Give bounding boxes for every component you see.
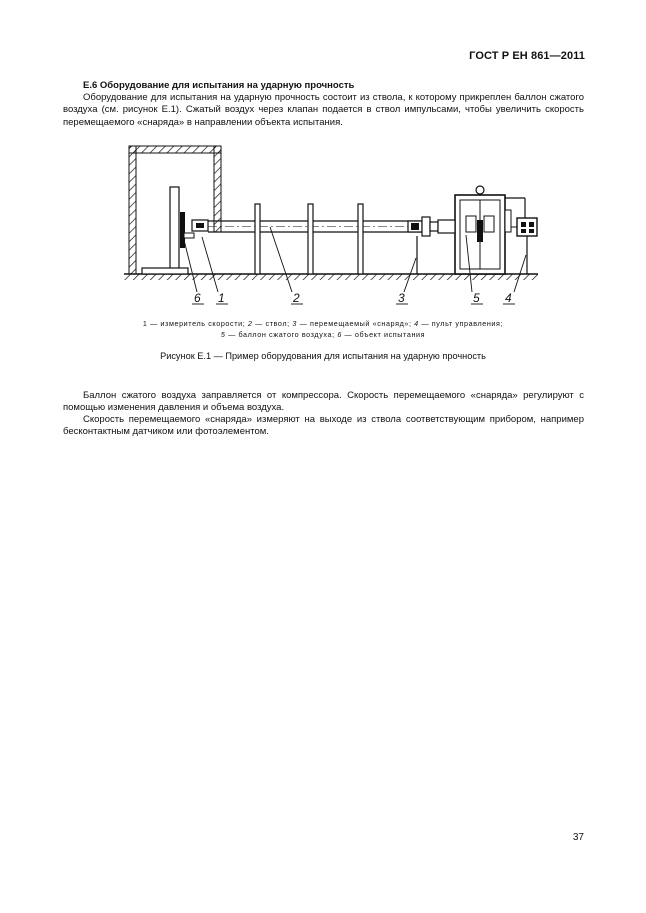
legend-text: — баллон сжатого воздуха;	[225, 330, 338, 339]
legend-number: 6	[337, 330, 342, 339]
legend-text: — объект испытания	[341, 330, 426, 339]
paragraph-compressor	[63, 390, 584, 415]
ground	[124, 274, 538, 280]
page-number: 37	[572, 832, 584, 843]
impact-test-diagram	[120, 140, 540, 312]
callout-1: 1	[218, 291, 225, 305]
air-cylinder	[438, 186, 511, 274]
callout-labels	[192, 291, 515, 305]
callout-4: 4	[505, 291, 512, 305]
control-panel	[505, 198, 537, 274]
callout-3: 3	[398, 291, 405, 305]
legend-number: 3	[292, 319, 297, 328]
paragraph-text: Скорость перемещаемого «снаряда» измеряют на выходе из ствола соответствующим прибором, например бесконтактным датчиком или фотоэлементом.	[63, 414, 584, 438]
legend-text: — пульт управления;	[418, 319, 504, 328]
figure-legend	[60, 318, 586, 340]
callout-6: 6	[194, 291, 201, 305]
document-header: ГОСТ Р ЕН 861—2011	[469, 50, 585, 62]
legend-line-2	[60, 329, 586, 340]
barrel	[208, 221, 425, 232]
speed-meter	[184, 220, 208, 238]
legend-number: 4	[414, 319, 419, 328]
legend-number: 5	[220, 330, 226, 339]
figure-e1	[120, 140, 540, 312]
paragraph-description	[63, 92, 584, 129]
legend-text: — измеритель скорости;	[147, 319, 248, 328]
callout-5: 5	[473, 291, 480, 305]
figure-caption: Рисунок Е.1 — Пример оборудования для испытания на ударную прочность	[160, 351, 486, 361]
callout-2: 2	[293, 291, 300, 305]
legend-number: 2	[247, 319, 253, 328]
paragraph-measurement	[63, 414, 584, 439]
paragraph-text: Оборудование для испытания на ударную прочность состоит из ствола, к которому прикреплен баллон сжатого воздуха (см. рисунок Е.1). Сжатый воздух через клапан подается в ствол импульсами, чтобы увеличить скорость перемещаемого «снаряда» в направлении объекта испытания.	[63, 92, 584, 128]
legend-text: — ствол;	[252, 319, 293, 328]
section-title: Е.6 Оборудование для испытания на ударную прочность	[83, 80, 355, 91]
test-object	[142, 187, 188, 274]
legend-text: — перемещаемый «снаряд»;	[296, 319, 415, 328]
legend-line-1	[60, 318, 586, 329]
paragraph-text: Баллон сжатого воздуха заправляется от компрессора. Скорость перемещаемого «снаряда» регулируют с помощью изменения давления и объема воздуха.	[63, 390, 584, 414]
legend-number: 1	[142, 319, 148, 328]
barrel-supports	[255, 204, 363, 274]
projectile	[408, 217, 438, 274]
